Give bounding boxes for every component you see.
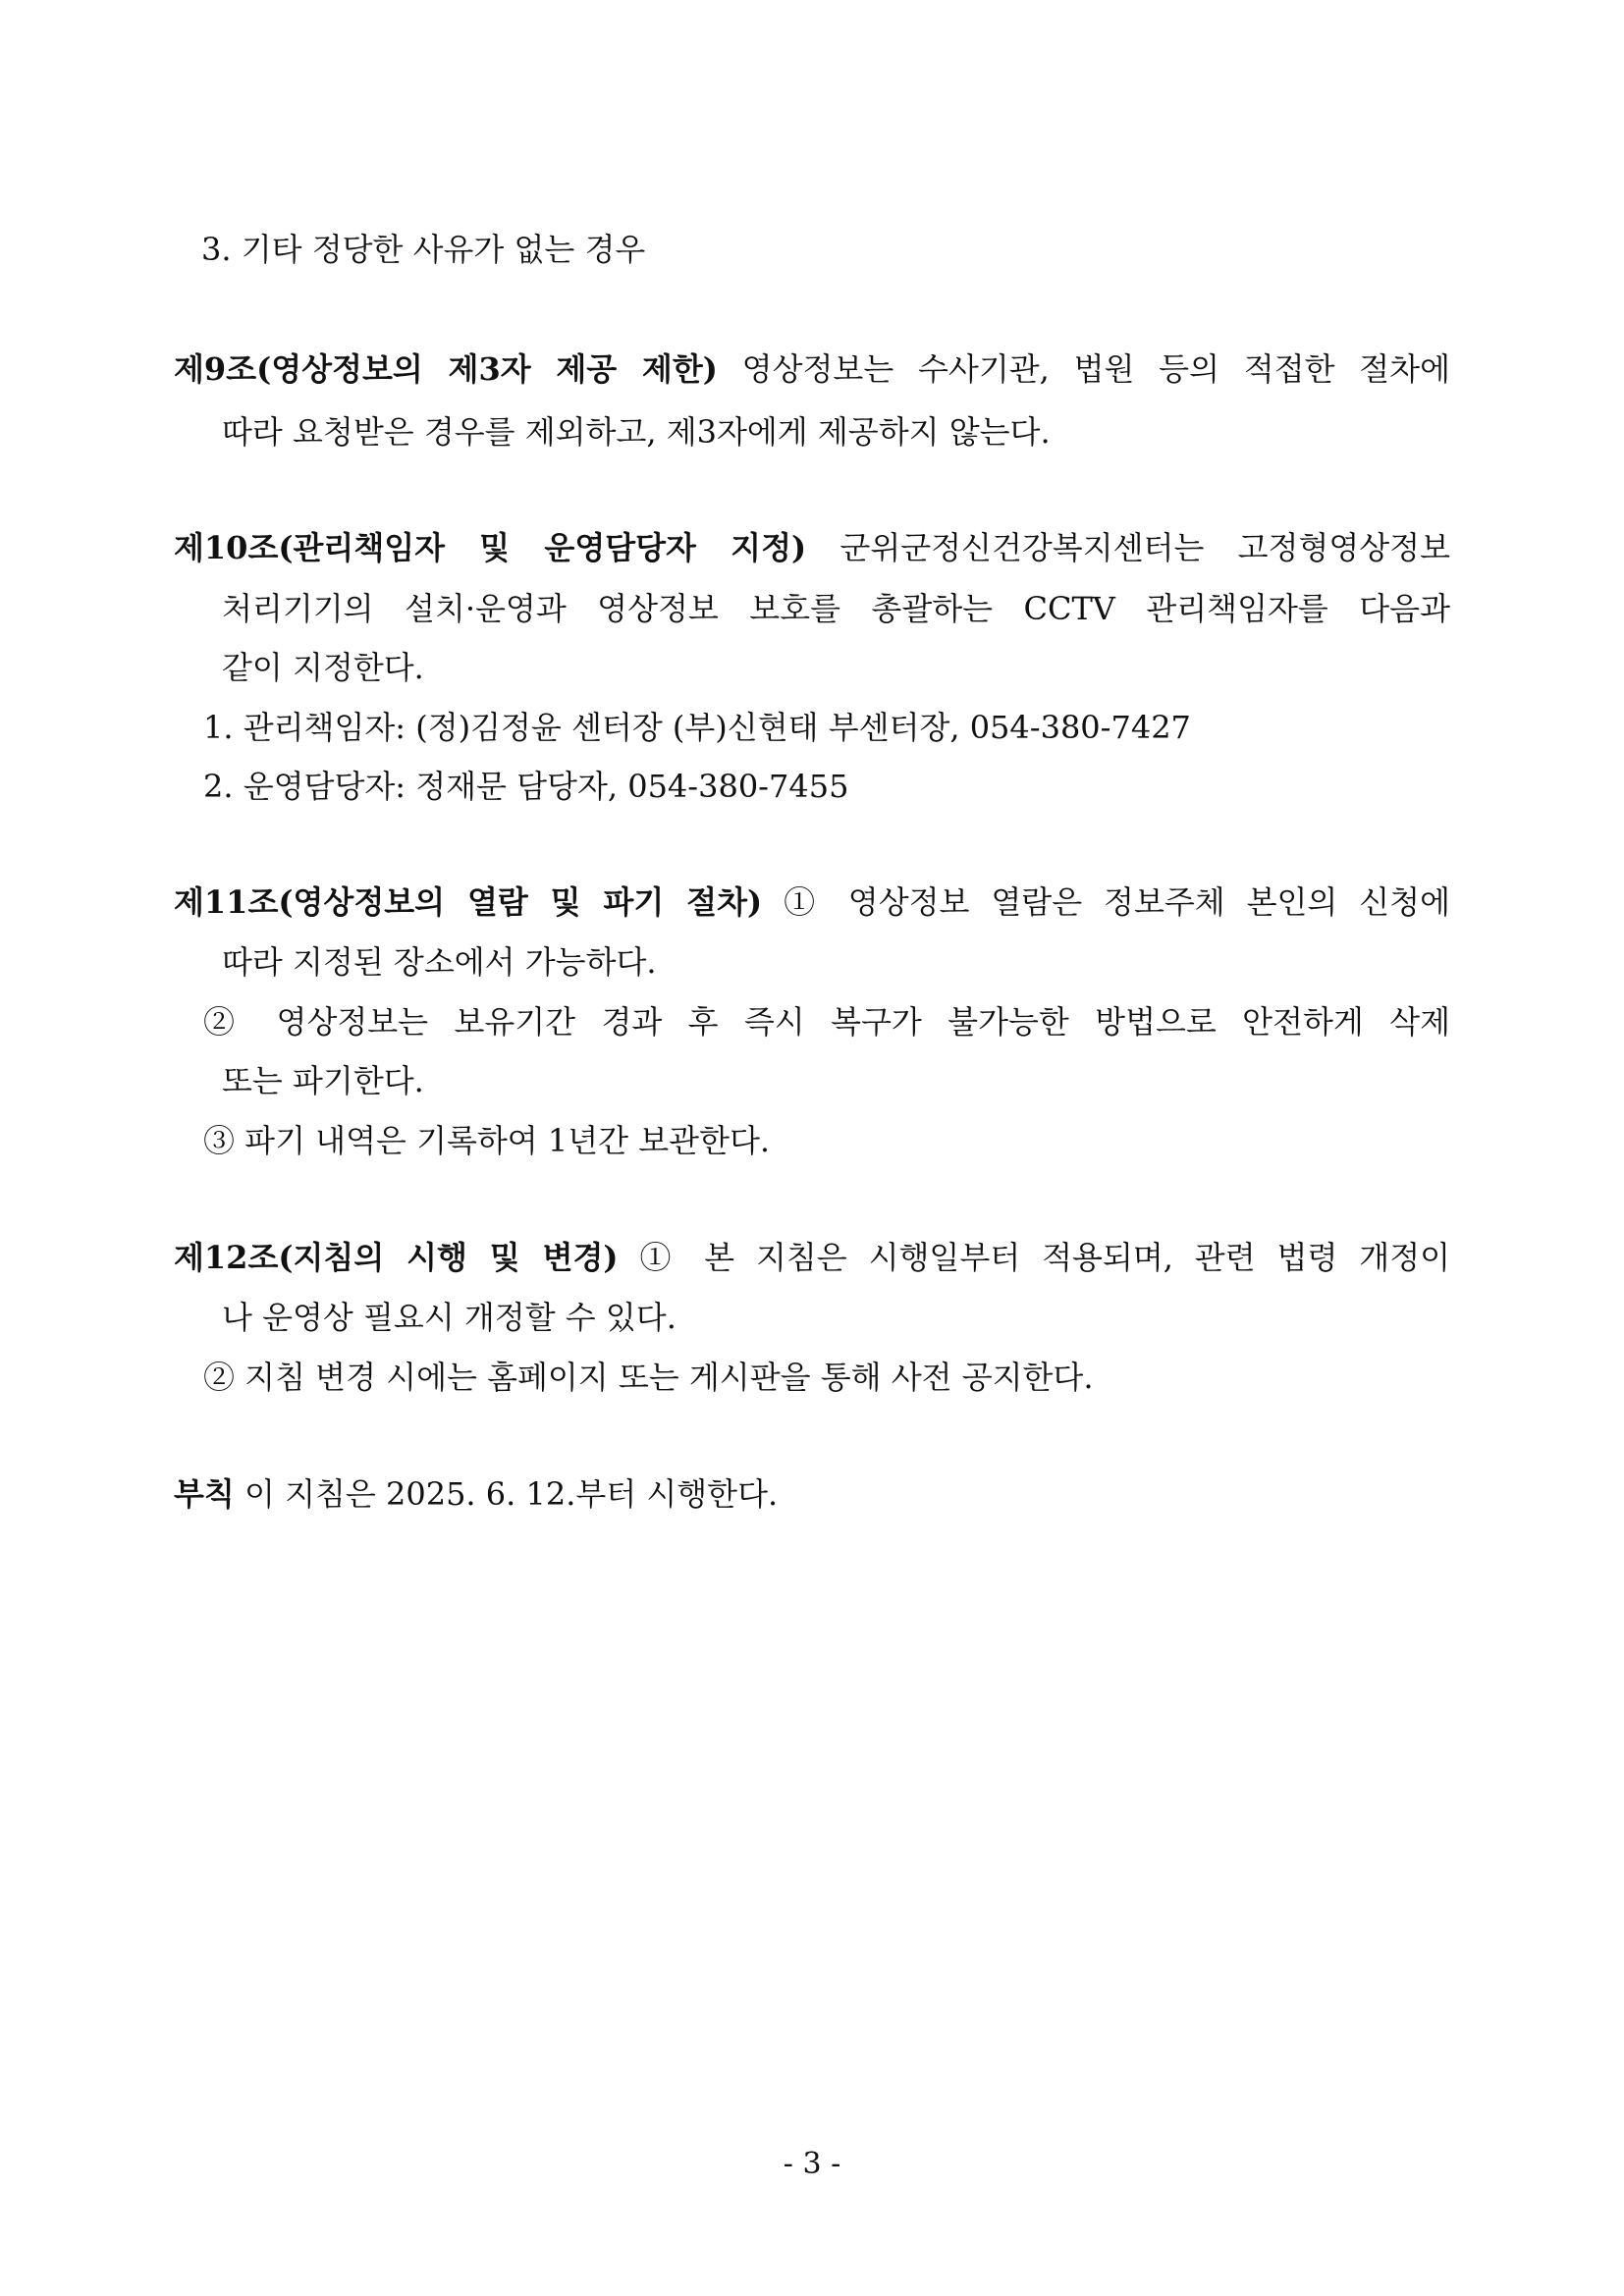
article11-heading: 제11조(영상정보의 열람 및 파기 절차) <box>174 883 763 921</box>
article10-line1 <box>174 528 1450 567</box>
article11-line1-text: ① 영상정보 열람은 정보주체 본인의 신청에 <box>784 883 1450 921</box>
article12-line1-text: ① 본 지침은 시행일부터 적용되며, 관련 법령 개정이 <box>639 1239 1450 1276</box>
page-number: - 3 - <box>783 2147 841 2181</box>
article10-heading: 제10조(관리책임자 및 운영담당자 지정) <box>174 529 807 566</box>
article10-line2: 처리기기의 설치·운영과 영상정보 보호를 총괄하는 CCTV 관리책임자를 다음과 <box>222 590 1450 627</box>
article12-line1 <box>174 1238 1450 1277</box>
article9-heading: 제9조(영상정보의 제3자 제공 제한) <box>174 350 718 388</box>
article9-line1 <box>174 349 1450 389</box>
article11-line4: 또는 파기한다. <box>222 1062 424 1099</box>
supplementary-text: 이 지침은 2025. 6. 12.부터 시행한다. <box>244 1475 779 1513</box>
article9-line1-text: 영상정보는 수사기관, 법원 등의 적접한 절차에 <box>741 350 1450 388</box>
supplementary-heading: 부칙 <box>174 1475 235 1513</box>
article10-line3: 같이 지정한다. <box>222 649 424 686</box>
article12-line2: 나 운영상 필요시 개정할 수 있다. <box>222 1299 677 1336</box>
article11-line2: 따라 지정된 장소에서 가능하다. <box>222 943 657 981</box>
article8-item3: 3. 기타 정당한 사유가 없는 경우 <box>201 231 646 268</box>
article11-line5: ③ 파기 내역은 기록하여 1년간 보관한다. <box>203 1122 771 1159</box>
supplementary-line <box>174 1474 778 1514</box>
article12-line3: ② 지침 변경 시에는 홈페이지 또는 게시판을 통해 사전 공지한다. <box>203 1359 1094 1396</box>
article9-line2: 따라 요청받은 경우를 제외하고, 제3자에게 제공하지 않는다. <box>222 413 1051 451</box>
article11-line1 <box>174 882 1450 922</box>
article10-line1-text: 군위군정신건강복지센터는 고정형영상정보 <box>839 529 1450 566</box>
article12-heading: 제12조(지침의 시행 및 변경) <box>174 1239 619 1276</box>
article10-item2: 2. 운영담당자: 정재문 담당자, 054-380-7455 <box>203 768 849 805</box>
article11-line3: ② 영상정보는 보유기간 경과 후 즉시 복구가 불가능한 방법으로 안전하게 삭제 <box>203 1003 1450 1041</box>
article10-item1: 1. 관리책임자: (정)김정윤 센터장 (부)신현태 부센터장, 054-380-7427 <box>203 709 1191 746</box>
